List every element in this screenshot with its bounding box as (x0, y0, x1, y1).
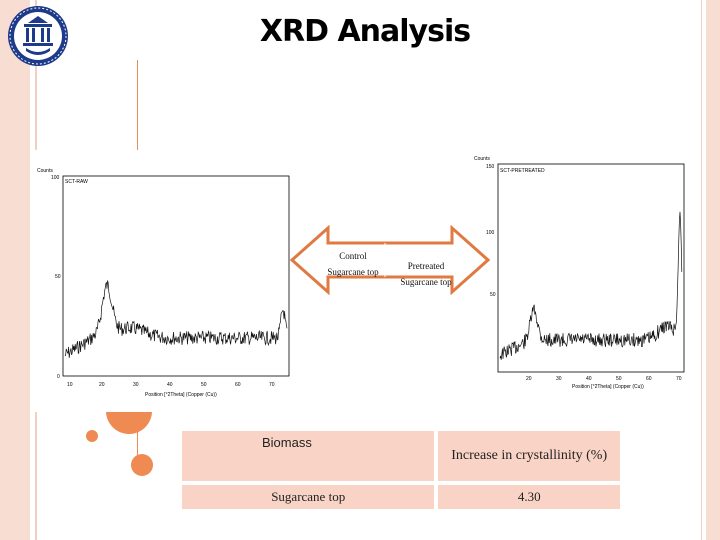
pretreated-xtick-3: 50 (616, 376, 622, 382)
left-decor-band (0, 0, 30, 540)
control-sample-id: SCT-RAW (65, 179, 88, 185)
cell-biomass: Sugarcane top (182, 485, 434, 509)
control-xtick-1: 20 (99, 382, 105, 388)
control-xtick-2: 30 (133, 382, 139, 388)
xrd-chart-control (35, 150, 295, 412)
header-biomass: Biomass (182, 431, 434, 481)
pretreated-xtick-2: 40 (586, 376, 592, 382)
pretreated-x-title: Position [°2Theta] (Copper (Cu)) (572, 384, 644, 390)
control-ytick-2: 0 (57, 374, 60, 380)
table-header-row (182, 431, 620, 481)
control-x-title: Position [°2Theta] (Copper (Cu)) (145, 392, 217, 398)
control-xtick-0: 10 (67, 382, 73, 388)
pretreated-ytick-1: 100 (486, 230, 495, 236)
control-xtick-4: 50 (201, 382, 207, 388)
decor-circle-medium (131, 454, 153, 476)
control-axis-title: Counts (37, 168, 53, 174)
pretreated-axis-title: Counts (474, 156, 490, 162)
pretreated-xtick-1: 30 (556, 376, 562, 382)
arrow-label-pretreated-line1: Pretreated (407, 261, 445, 271)
crystallinity-table (178, 427, 624, 513)
arrow-label-control (318, 248, 388, 280)
institute-seal-icon (6, 4, 70, 68)
pretreated-sample-id: SCT-PRETREATED (500, 168, 545, 174)
pretreated-xtick-5: 70 (676, 376, 682, 382)
pretreated-xtick-0: 20 (526, 376, 532, 382)
right-decor-band (706, 0, 720, 540)
header-crystallinity: Increase in crystallinity (%) (438, 431, 620, 481)
control-ytick-0: 100 (51, 175, 60, 181)
slide-title: XRD Analysis (259, 14, 471, 49)
control-xtick-6: 70 (269, 382, 275, 388)
arrow-label-pretreated (390, 258, 462, 290)
control-ytick-1: 50 (55, 274, 61, 280)
control-xtick-5: 60 (235, 382, 241, 388)
arrow-label-pretreated-line2: Sugarcane top (400, 277, 452, 287)
decor-circle-small (86, 430, 98, 442)
pretreated-xtick-4: 60 (646, 376, 652, 382)
control-xtick-3: 40 (167, 382, 173, 388)
cell-crystallinity-value: 4.30 (438, 485, 620, 509)
right-decor-line (701, 0, 702, 540)
pretreated-ytick-0: 150 (486, 164, 495, 170)
arrow-label-control-line2: Sugarcane top (327, 267, 379, 277)
pretreated-ytick-2: 50 (490, 292, 496, 298)
xrd-chart-pretreated (472, 150, 694, 392)
table-row (182, 485, 620, 509)
arrow-label-control-line1: Control (339, 251, 367, 261)
